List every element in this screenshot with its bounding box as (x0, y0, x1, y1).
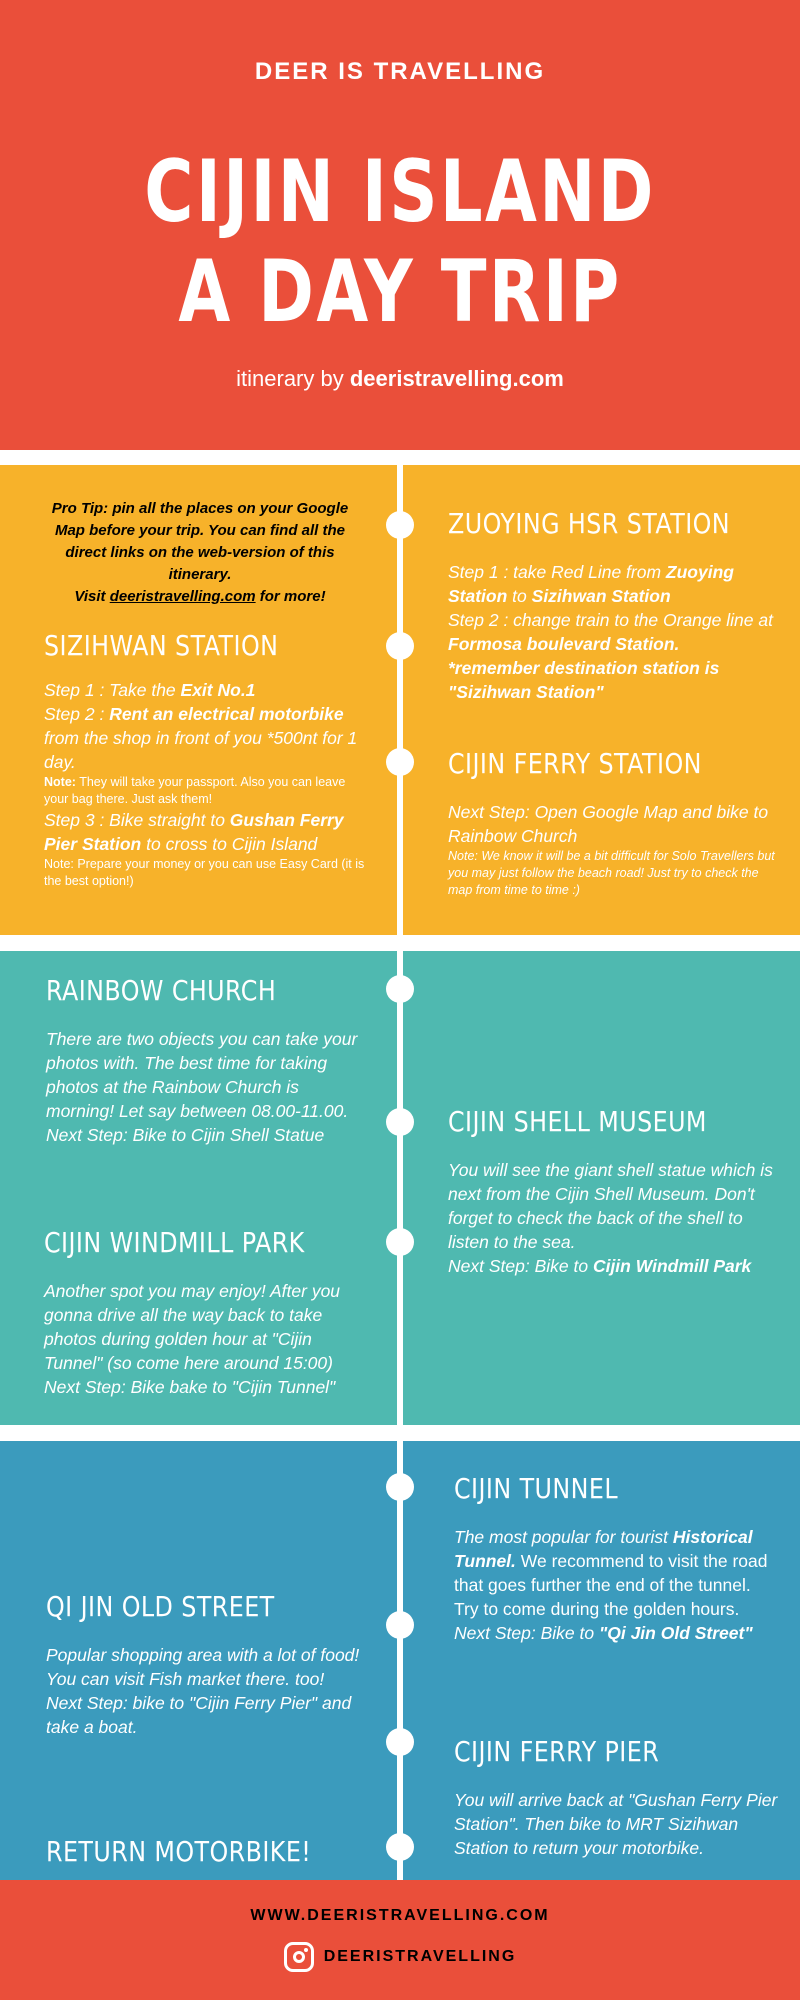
stop-title: RAINBOW CHURCH (46, 974, 277, 1007)
footer-instagram-link[interactable] (0, 1942, 800, 1972)
timeline-dot (386, 1728, 414, 1756)
subtitle (0, 366, 800, 392)
step-highlight: Gushan Ferry Pier Station (44, 810, 344, 854)
step-highlight: "Qi Jin Old Street" (598, 1623, 753, 1643)
step-text: to cross to Cijin Island (141, 834, 318, 854)
timeline-dot (386, 1228, 414, 1256)
brand-name: DEER IS TRAVELLING (254, 58, 546, 85)
step-highlight: Rent an electrical motorbike (109, 704, 344, 724)
stop-cijin-tunnel (454, 1471, 779, 1645)
subtitle-prefix: itinerary by (236, 366, 350, 391)
stop-title: CIJIN TUNNEL (454, 1472, 619, 1505)
step-text: Next Step: Bike to (454, 1623, 599, 1643)
stop-next-step (454, 1621, 779, 1645)
stop-step-3 (448, 656, 778, 704)
stop-title: CIJIN FERRY PIER (454, 1735, 660, 1768)
stop-next-step (448, 1254, 778, 1278)
pro-tip (40, 498, 360, 608)
instagram-handle: DEERISTRAVELLING (323, 1948, 517, 1965)
timeline-dot (386, 748, 414, 776)
stop-title: RETURN MOTORBIKE! (46, 1835, 312, 1868)
stop-step-1 (448, 560, 778, 608)
page-title (88, 142, 712, 342)
stop-step-2 (448, 608, 778, 656)
stop-note: Note: We know it will be a bit difficult for Solo Travellers but you may just follow the beach road! Just try to check the map from time to time :) (448, 849, 775, 897)
header-banner (0, 0, 800, 450)
timeline-line-3 (397, 1441, 403, 1880)
timeline-dot (386, 1833, 414, 1861)
stop-title: CIJIN FERRY STATION (448, 747, 702, 780)
stop-text: You will see the giant shell statue which is next from the Cijin Shell Museum. Don't forget to check the back of the shell to listen to the sea. (448, 1160, 773, 1252)
stop-title: SIZIHWAN STATION (44, 629, 279, 662)
step-text: Step 1 : take Red Line from (448, 562, 666, 582)
stop-next-step: Next Step: Bike bake to "Cijin Tunnel" (44, 1377, 336, 1397)
stop-step-3 (44, 808, 369, 856)
stop-title: CIJIN SHELL MUSEUM (448, 1105, 707, 1138)
stop-rainbow-church (46, 973, 366, 1147)
timeline-dot (386, 1473, 414, 1501)
stop-note-2: Note: Prepare your money or you can use Easy Card (it is the best option!) (44, 857, 365, 888)
stop-return-motorbike (46, 1834, 366, 1870)
step-text: Step 1 : Take the (44, 680, 181, 700)
stop-note-1 (44, 774, 369, 808)
step-text: Step 3 : Bike straight to (44, 810, 230, 830)
step-highlight: Exit No.1 (180, 680, 256, 700)
step-highlight: Cijin Windmill Park (592, 1256, 752, 1276)
note-label: Note: (44, 775, 76, 789)
pro-tip-text: Pro Tip: pin all the places on your Google Map before your trip. You can find all the direct links on the web-version of this itinerary. (51, 500, 349, 583)
subtitle-site: deeristravelling.com (349, 366, 564, 391)
stop-step-1 (44, 678, 369, 702)
stop-cijin-shell-museum (448, 1104, 778, 1278)
step-highlight: Formosa boulevard Station. (448, 634, 680, 654)
timeline-dot (386, 1611, 414, 1639)
timeline-dot (386, 632, 414, 660)
stop-title: ZUOYING HSR STATION (448, 507, 731, 540)
timeline-line-2 (397, 951, 403, 1425)
step-text: We recommend to visit the road that goes further the end of the tunnel. Try to come during the golden hours. (454, 1551, 768, 1619)
step-highlight: Sizihwan Station (531, 586, 671, 606)
instagram-icon (284, 1942, 314, 1972)
note-text: They will take your passport. Also you can leave your bag there. Just ask them! (44, 775, 346, 806)
stop-zuoying-hsr-station (448, 506, 778, 704)
stop-text: There are two objects you can take your photos with. The best time for taking photos at the Rainbow Church is morning! Let say between 08.00-11.00. (46, 1029, 358, 1121)
step-text: from the shop in front of you *500nt for 1 day. (44, 728, 358, 772)
step-highlight: Zuoying Station (448, 562, 734, 606)
stop-text: You will arrive back at "Gushan Ferry Pier Station". Then bike to MRT Sizihwan Station to return your motorbike. (454, 1790, 778, 1858)
pro-tip-visit-suffix: for more! (255, 588, 326, 605)
timeline-dot (386, 975, 414, 1003)
step-text: to (507, 586, 532, 606)
timeline-dot (386, 1108, 414, 1136)
stop-text: Next Step: Open Google Map and bike to Rainbow Church (448, 802, 769, 846)
pro-tip-visit-prefix: Visit (74, 588, 110, 605)
title-line-2: A DAY TRIP (178, 242, 622, 342)
stop-cijin-ferry-station (448, 746, 778, 899)
stop-text: Another spot you may enjoy! After you gonna drive all the way back to take photos during golden hour at "Cijin Tunnel" (so come here around 15:00) (44, 1281, 341, 1373)
step-highlight: *remember destination station is "Sizihwan Station" (448, 658, 720, 702)
stop-cijin-windmill-park (44, 1225, 364, 1399)
stop-title: CIJIN WINDMILL PARK (44, 1226, 305, 1259)
stop-text: Popular shopping area with a lot of food! You can visit Fish market there. too! (46, 1645, 360, 1689)
footer (0, 1880, 800, 2000)
step-text: Next Step: Bike to (448, 1256, 593, 1276)
timeline-dot (386, 511, 414, 539)
step-highlight: Historical Tunnel. (454, 1527, 753, 1571)
stop-qi-jin-old-street (46, 1589, 371, 1739)
pro-tip-link[interactable]: deeristravelling.com (109, 588, 256, 605)
stop-text (454, 1525, 779, 1621)
stop-sizihwan-station (44, 628, 369, 890)
title-line-1: CIJIN ISLAND (144, 142, 656, 242)
step-text: The most popular for tourist (454, 1527, 673, 1547)
stop-title: QI JIN OLD STREET (46, 1590, 275, 1623)
stop-next-step: Next Step: bike to "Cijin Ferry Pier" and take a boat. (46, 1693, 352, 1737)
stop-cijin-ferry-pier (454, 1734, 784, 1860)
step-text: Step 2 : change train to the Orange line at (448, 610, 773, 630)
footer-website-link[interactable]: WWW.DEERISTRAVELLING.COM (250, 1907, 550, 1924)
stop-step-2 (44, 702, 369, 774)
step-text: Step 2 : (44, 704, 110, 724)
stop-next-step: Next Step: Bike to Cijin Shell Statue (46, 1125, 325, 1145)
